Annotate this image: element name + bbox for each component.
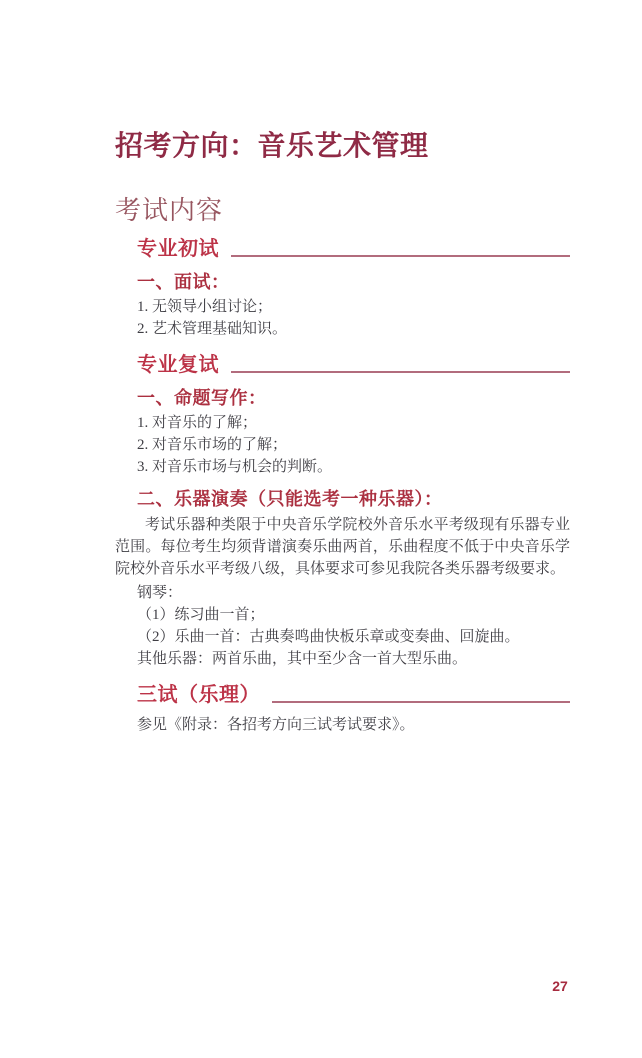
list-item: （1）练习曲一首； [137,607,265,623]
subsection-interview: 一、面试： [137,272,230,292]
section-header-label: 专业复试 [137,354,219,376]
section-header-rule [272,701,570,703]
section-header-rule [231,371,570,373]
list-item: 2. 对音乐市场的了解； [137,437,288,453]
piano-requirements [137,582,570,670]
section-header-label: 专业初试 [137,238,219,260]
third-round-note: 参见《附录：各招考方向三试考试要求》。 [137,717,415,733]
section-header-label: 三试（乐理） [137,684,260,706]
section-header-second-round [137,353,570,377]
exam-sections [115,237,570,736]
list-item: 3. 对音乐市场与机会的判断。 [137,459,333,475]
list-item: （2）乐曲一首：古典奏鸣曲快板乐章或变奏曲、回旋曲。 [137,629,520,645]
interview-item-list [137,296,570,340]
section-header-first-round [137,237,570,261]
exam-content-heading: 考试内容 [115,195,224,225]
page-content [115,131,570,736]
section-header-rule [231,255,570,257]
list-item: 2. 艺术管理基础知识。 [137,321,288,337]
other-instruments-line: 其他乐器：两首乐曲，其中至少含一首大型乐曲。 [137,651,468,667]
page-number: 27 [552,978,568,994]
page-title: 招考方向：音乐艺术管理 [115,130,429,161]
list-item: 1. 无领导小组讨论； [137,299,273,315]
piano-label: 钢琴： [137,585,183,601]
instrument-requirements-paragraph: 考试乐器种类限于中央音乐学院校外音乐水平考级现有乐器专业范围。每位考生均须背谱演奏乐曲两首，乐曲程度不低于中央音乐学院校外音乐水平考级八级，具体要求可参见我院各类乐器考级要求。 [115,517,570,577]
writing-item-list [137,412,570,478]
list-item: 1. 对音乐的了解； [137,415,258,431]
subsection-writing: 一、命题写作： [137,388,267,408]
section-header-third-round [137,683,570,707]
subsection-instrument-performance: 二、乐器演奏（只能选考一种乐器）： [137,489,443,509]
